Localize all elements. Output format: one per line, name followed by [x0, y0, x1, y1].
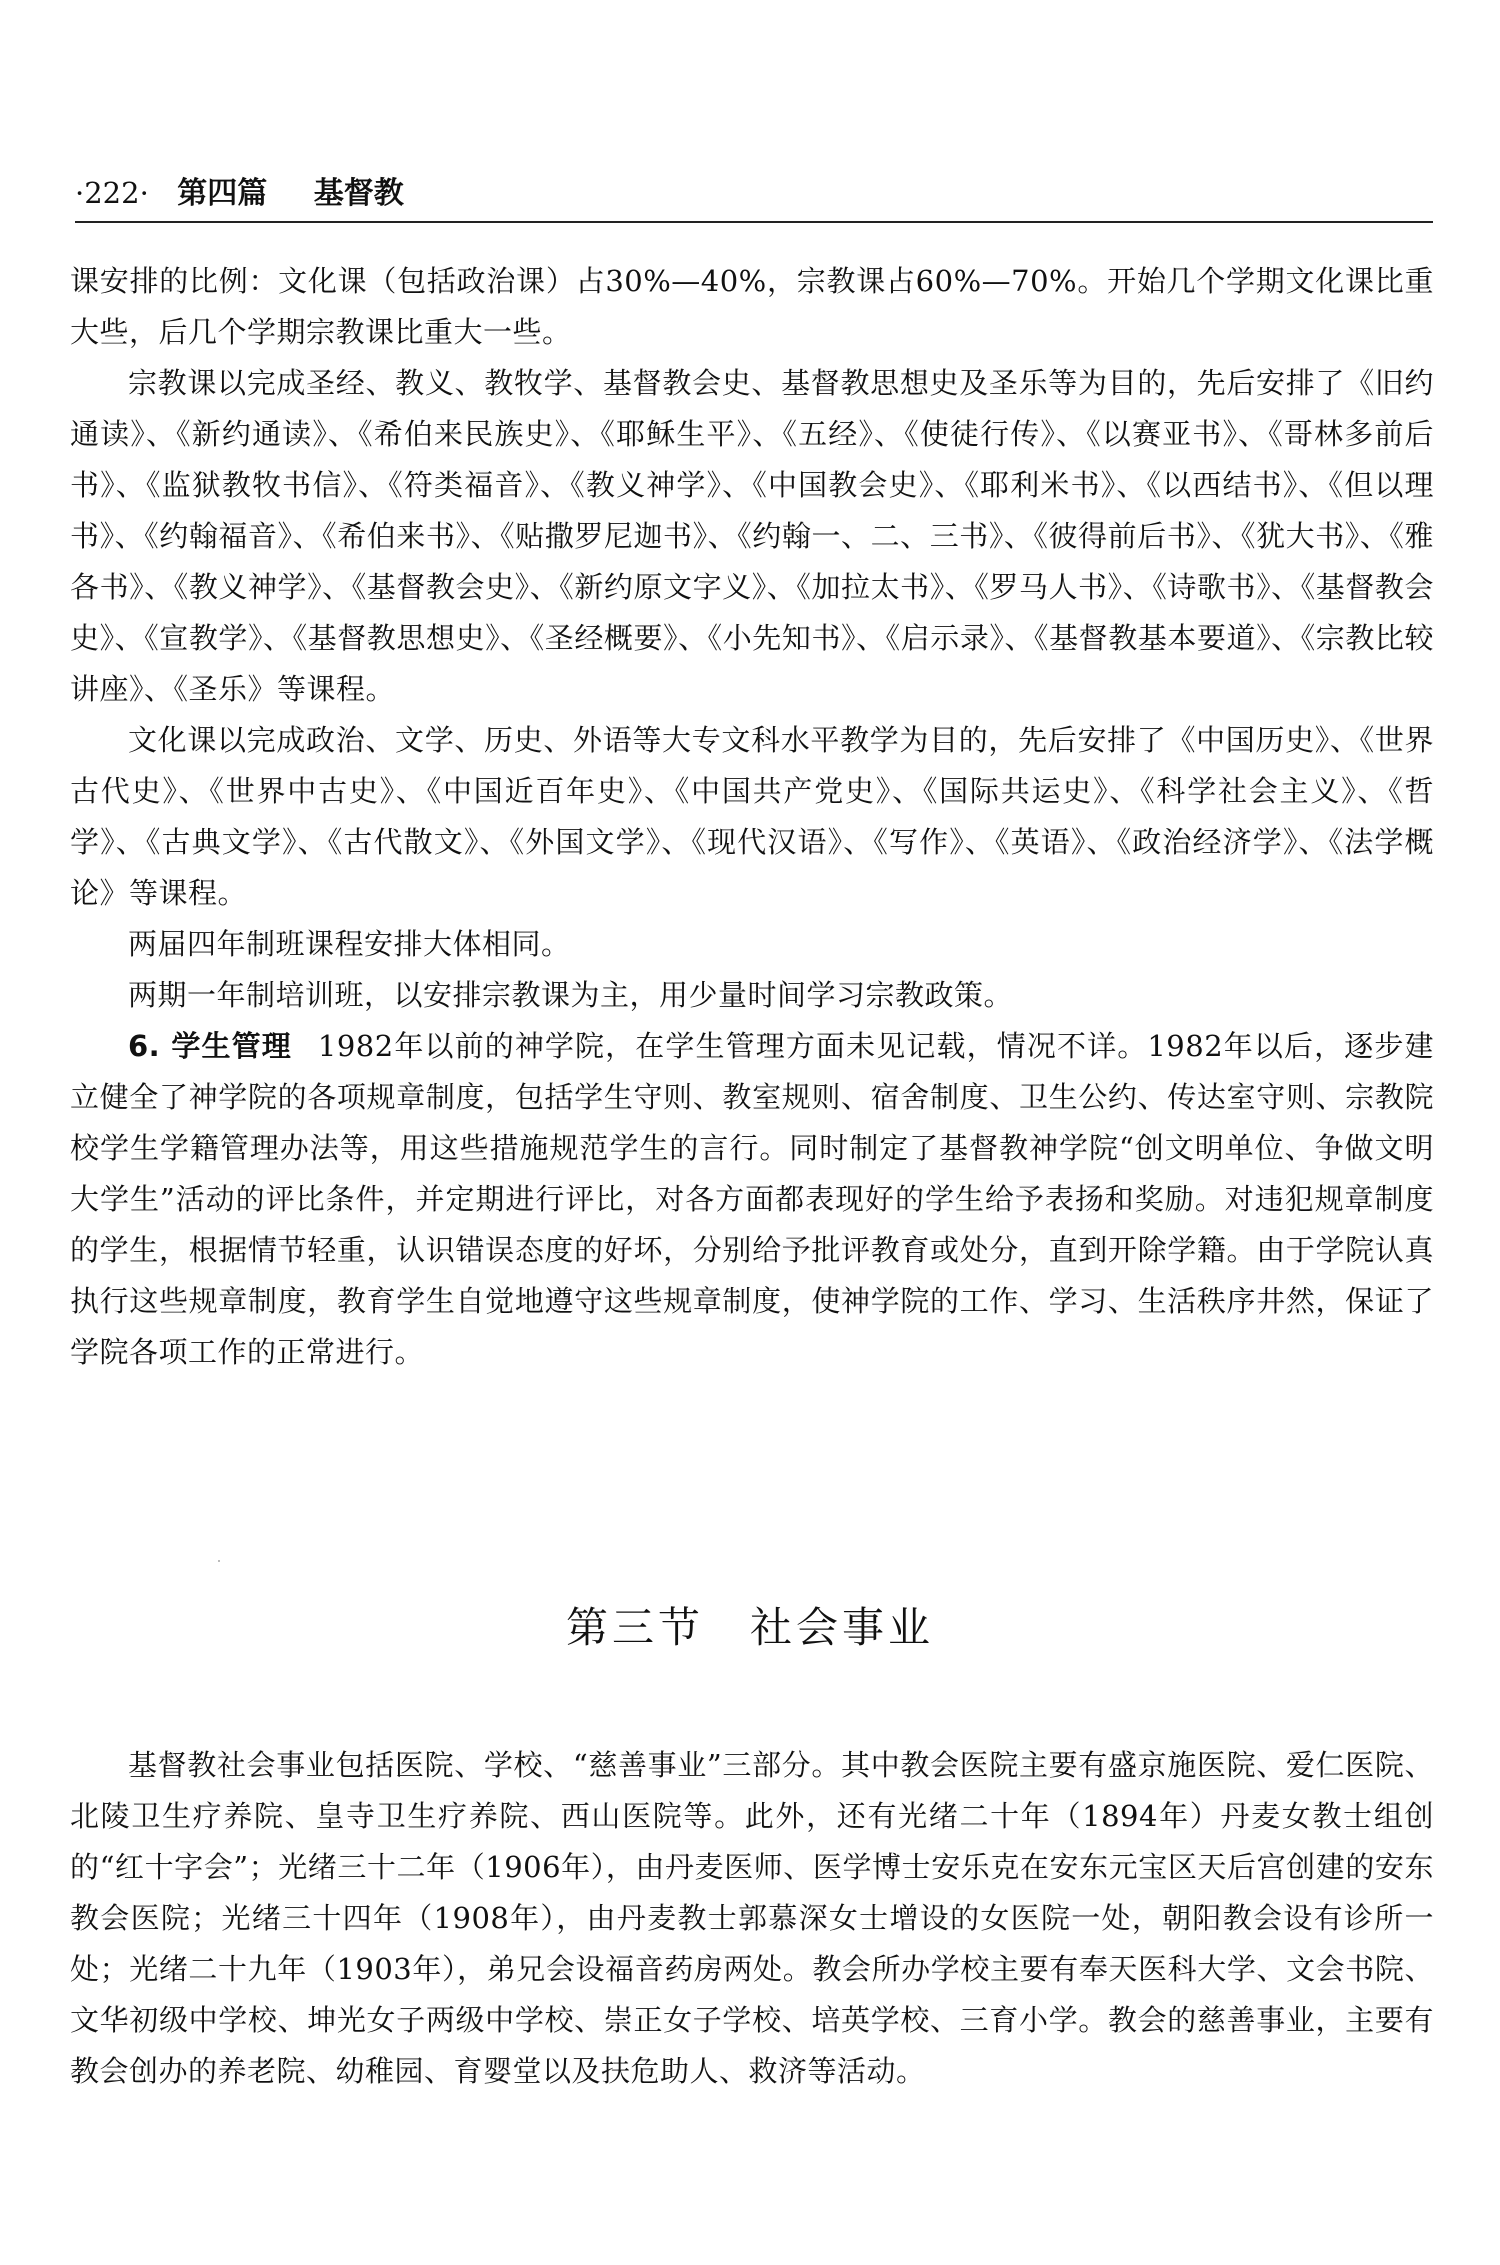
scan-speck: [218, 1560, 220, 1562]
social-services-section: [70, 1740, 1434, 2097]
header-rule: [75, 221, 1433, 223]
section-title: 第三节 社会事业: [565, 1603, 934, 1652]
page-number: ·222·: [75, 176, 149, 210]
student-management-heading: 6. 学生管理: [128, 1029, 292, 1063]
paragraph-religious-courses: 宗教课以完成圣经、教义、教牧学、基督教会史、基督教思想史及圣乐等为目的，先后安排了《旧约通读》、《新约通读》、《希伯来民族史》、《耶稣生平》、《五经》、《使徒行传》、《以赛亚书》、《哥林多前后书》、《监狱教牧书信》、《符类福音》、《教义神学》、《中国教会史》、《耶利米书》、《以西结书》、《但以理书》、《约翰福音》、《希伯来书》、《贴撒罗尼迦书》、《约翰一、二、三书》、《彼得前后书》、《犹大书》、《雅各书》、《教义神学》、《基督教会史》、《新约原文字义》、《加拉太书》、《罗马人书》、《诗歌书》、《基督教会史》、《宣教学》、《基督教思想史》、《圣经概要》、《小先知书》、《启示录》、《基督教基本要道》、《宗教比较讲座》、《圣乐》等课程。: [70, 366, 1434, 706]
paragraph-cultural-courses: 文化课以完成政治、文学、历史、外语等大专文科水平教学为目的，先后安排了《中国历史》、《世界古代史》、《世界中古史》、《中国近百年史》、《中国共产党史》、《国际共运史》、《科学社会主义》、《哲学》、《古典文学》、《古代散文》、《外国文学》、《现代汉语》、《写作》、《英语》、《政治经济学》、《法学概论》等课程。: [70, 723, 1434, 910]
paragraph-social-services: 基督教社会事业包括医院、学校、“慈善事业”三部分。其中教会医院主要有盛京施医院、爱仁医院、北陵卫生疗养院、皇寺卫生疗养院、西山医院等。此外，还有光绪二十年（1894年）丹麦女教士组创的“红十字会”；光绪三十二年（1906年），由丹麦医师、医学博士安乐克在安东元宝区天后宫创建的安东教会医院；光绪三十四年（1908年），由丹麦教士郭慕深女士增设的女医院一处，朝阳教会设有诊所一处；光绪二十九年（1903年），弟兄会设福音药房两处。教会所办学校主要有奉天医科大学、文会书院、文华初级中学校、坤光女子两级中学校、崇正女子学校、培英学校、三育小学。教会的慈善事业，主要有教会创办的养老院、幼稚园、育婴堂以及扶危助人、救济等活动。: [70, 1748, 1434, 2088]
paragraph-student-management: [70, 1021, 1434, 1378]
student-management-text: 1982年以前的神学院，在学生管理方面未见记载，情况不详。1982年以后，逐步建立健全了神学院的各项规章制度，包括学生守则、教室规则、宿舍制度、卫生公约、传达室守则、宗教院校学生学籍管理办法等，用这些措施规范学生的言行。同时制定了基督教神学院“创文明单位、争做文明大学生”活动的评比条件，并定期进行评比，对各方面都表现好的学生给予表扬和奖励。对违犯规章制度的学生，根据情节轻重，认识错误态度的好坏，分别给予批评教育或处分，直到开除学籍。由于学院认真执行这些规章制度，教育学生自觉地遵守这些规章制度，使神学院的工作、学习、生活秩序井然，保证了学院各项工作的正常进行。: [70, 1029, 1435, 1369]
part-title: 第四篇: [177, 176, 268, 211]
paragraph-one-year-training: 两期一年制培训班，以安排宗教课为主，用少量时间学习宗教政策。: [128, 978, 1014, 1012]
subject-title: 基督教: [313, 176, 404, 211]
curriculum-section: [70, 256, 1434, 1378]
paragraph-course-ratio: 课安排的比例：文化课（包括政治课）占30%—40%，宗教课占60%—70%。开始几个学期文化课比重大些，后几个学期宗教课比重大一些。: [70, 264, 1434, 349]
running-header: [75, 168, 1435, 218]
paragraph-four-year-classes: 两届四年制班课程安排大体相同。: [128, 927, 571, 961]
